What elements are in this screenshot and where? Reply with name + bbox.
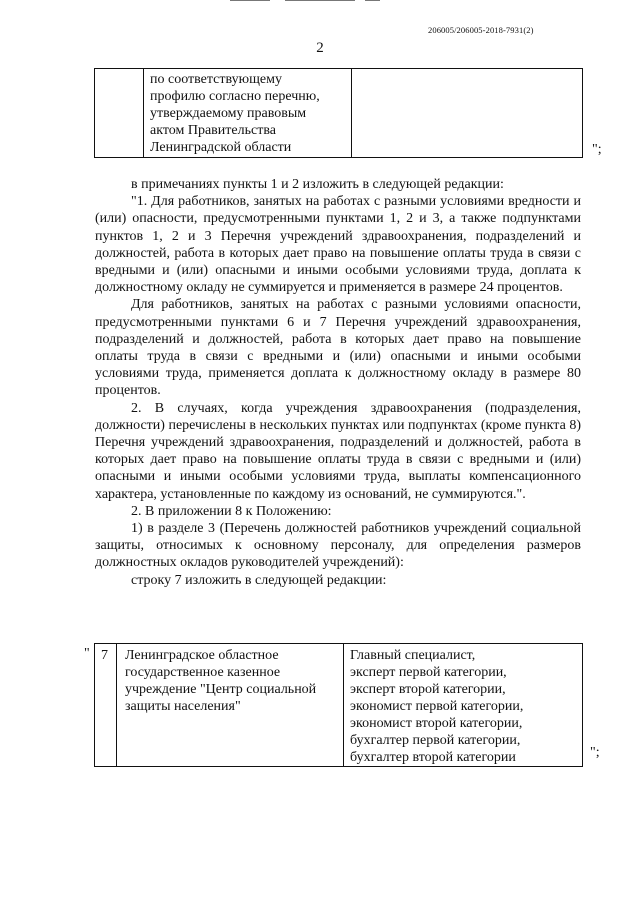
cell-line: государственное казенное [125, 665, 281, 680]
paragraph: в примечаниях пункты 1 и 2 изложить в следующей редакции: [131, 177, 504, 192]
cell-line: актом Правительства [150, 123, 276, 138]
cell-line: по соответствующему [150, 72, 282, 87]
cell-line: бухгалтер второй категории [350, 750, 516, 765]
body-text [95, 176, 581, 589]
closing-quote: "; [592, 142, 602, 157]
paragraph: "1. Для работников, занятых на работах с разными условиями вредности и (или) опасности, предусмотренными пунктами 1, 2 и 3, а также подпунктами пунктов 1, 2 и 3 Перечня учреждений здравоохранения, подразделений и должностей, работа в которых дает право на повышение оплаты труда в связи с вредными и (или) опасными и иными особыми условиями труда, доплата к должностному окладу не суммируется и применяется в размере 24 процентов. [95, 194, 581, 296]
paragraph: 1) в разделе 3 (Перечень должностей работников учреждений социальной защиты, относимых к основному персоналу, для определения размеров должностных окладов руководителей учреждений): [95, 521, 581, 571]
cell-line: эксперт второй категории, [350, 682, 506, 697]
cell-line: профилю согласно перечню, [150, 89, 320, 104]
page-number: 2 [316, 40, 324, 56]
cell-line: бухгалтер первой категории, [350, 733, 521, 748]
document-id: 206005/206005-2018-7931(2) [428, 25, 534, 35]
cell-line: экономист второй категории, [350, 716, 523, 731]
cell-line: Ленинградской области [150, 140, 292, 155]
closing-quote: "; [590, 745, 600, 760]
scan-artifact [230, 0, 380, 6]
cell-line: эксперт первой категории, [350, 665, 507, 680]
positions-cell [350, 647, 523, 766]
paragraph: 2. В случаях, когда учреждения здравоохранения (подразделения, должности) перечислены в нескольких пунктах или подпунктах (кроме пункта 8) Перечня учреждений здравоохранения, подразделений и должностей, работа в которых дает право на повышение оплаты труда в связи с вредными и (или) опасными и иными особыми условиями труда, выплаты компенсационного характера, установленные по каждому из оснований, не суммируются.". [95, 400, 581, 502]
cell-line: Главный специалист, [350, 648, 476, 663]
row-number: 7 [101, 648, 108, 663]
paragraph: 2. В приложении 8 к Положению: [131, 503, 332, 519]
cell-line: защиты населения" [125, 699, 241, 714]
cell-line: учреждение "Центр социальной [125, 682, 317, 697]
cell-line: Ленинградское областное [125, 648, 279, 663]
institution-cell [125, 647, 316, 715]
paragraph: строку 7 изложить в следующей редакции: [131, 572, 387, 588]
table-top-cell [150, 71, 320, 156]
cell-line: экономист первой категории, [350, 699, 524, 714]
opening-quote: " [84, 646, 90, 661]
cell-line: утверждаемому правовым [150, 106, 307, 121]
paragraph: Для работников, занятых на работах с разными условиями опасности, предусмотренными пунктами 6 и 7 Перечня учреждений здравоохранения, подразделений и должностей, работа в которых дает право на повышение оплаты труда в связи с вредными и (или) опасными и иными особыми условиями труда, применяется доплата к должностному окладу в размере 80 процентов. [95, 297, 581, 399]
